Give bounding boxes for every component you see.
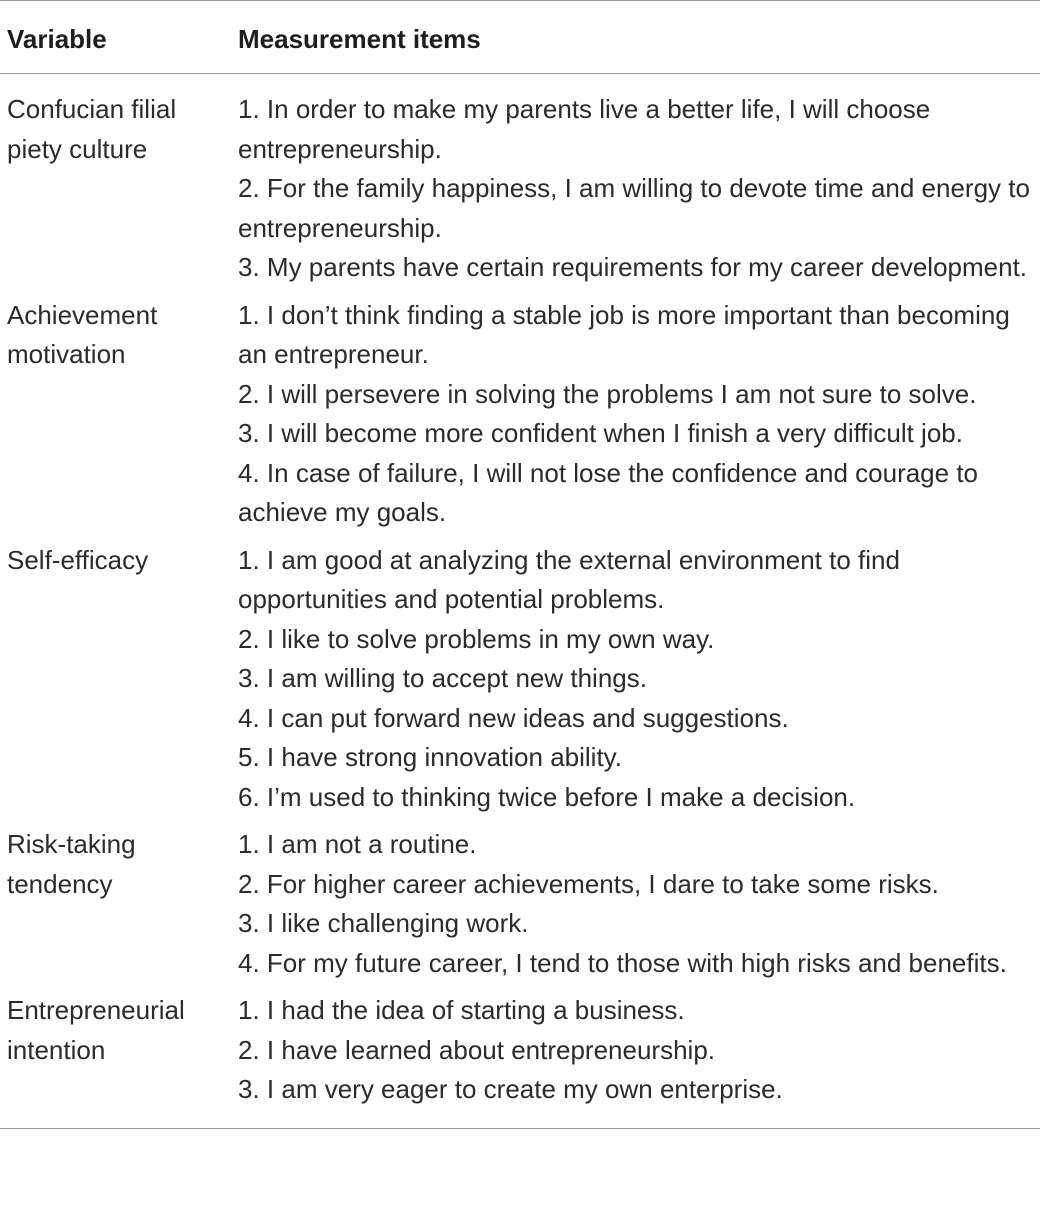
variable-cell — [0, 535, 236, 820]
variable-name-line: motivation — [7, 339, 126, 369]
measurement-item: 4. For my future career, I tend to those with high risks and benefits. — [238, 947, 1007, 978]
measurement-item: 3. I am willing to accept new things. — [238, 663, 647, 693]
table-row — [0, 535, 1040, 820]
measurement-item: 1. I am not a routine. — [238, 829, 477, 859]
measurement-item: 1. I don’t think finding a stable job is more important than becoming an entrepreneur. — [238, 299, 1010, 369]
measurement-item: 1. I had the idea of starting a business. — [238, 995, 685, 1025]
measurement-item: 4. In case of failure, I will not lose the confidence and courage to achieve my goals. — [238, 457, 979, 527]
measurement-item: 3. I am very eager to create my own enterprise. — [238, 1074, 783, 1104]
variable-name-line: Confucian filial — [7, 94, 177, 124]
header-measurement-items: Measurement items — [238, 24, 481, 54]
variable-name-line: Entrepreneurial — [7, 995, 185, 1025]
variable-name-line: piety culture — [7, 133, 148, 164]
measurement-item: 2. For the family happiness, I am willing to devote time and energy to entrepreneurship. — [238, 173, 1030, 243]
variable-name-line: tendency — [7, 868, 113, 899]
measurement-items-cell — [236, 819, 1040, 985]
variable-cell — [0, 74, 236, 290]
measurement-item: 1. In order to make my parents live a better life, I will choose entrepreneurship. — [238, 94, 931, 164]
header-row — [0, 1, 1040, 74]
measurement-item: 3. I like challenging work. — [238, 908, 529, 938]
measurement-items-cell — [236, 74, 1040, 290]
variable-cell — [0, 819, 236, 985]
table-row — [0, 74, 1040, 290]
variable-cell — [0, 985, 236, 1128]
measurement-item: 3. My parents have certain requirements for my career development. — [238, 252, 1028, 282]
measurement-items-cell — [236, 985, 1040, 1128]
measurement-item: 2. I have learned about entrepreneurship. — [238, 1034, 716, 1065]
variable-name-line: Risk-taking — [7, 829, 136, 859]
variable-name-line: Self-efficacy — [7, 544, 149, 575]
measurement-item: 4. I can put forward new ideas and suggestions. — [238, 702, 789, 733]
table-row — [0, 819, 1040, 985]
table-row — [0, 290, 1040, 535]
variable-cell — [0, 290, 236, 535]
measurement-item: 6. I’m used to thinking twice before I make a decision. — [238, 781, 856, 812]
measurement-items-cell — [236, 290, 1040, 535]
variable-name-line: intention — [7, 1034, 106, 1065]
measurement-item: 2. I like to solve problems in my own way. — [238, 623, 715, 654]
header-variable: Variable — [7, 24, 107, 54]
table-header — [0, 1, 1040, 74]
measurement-item: 2. I will persevere in solving the problems I am not sure to solve. — [238, 378, 977, 409]
measurement-item: 3. I will become more confident when I finish a very difficult job. — [238, 418, 963, 448]
measurement-item: 2. For higher career achievements, I dare to take some risks. — [238, 868, 939, 899]
measurement-item: 1. I am good at analyzing the external environment to find opportunities and potential problems. — [238, 544, 900, 614]
measurement-item: 5. I have strong innovation ability. — [238, 742, 622, 772]
measurement-items-cell — [236, 535, 1040, 820]
table-body — [0, 74, 1040, 1129]
table-row — [0, 985, 1040, 1128]
variable-name-line: Achievement — [7, 299, 158, 330]
